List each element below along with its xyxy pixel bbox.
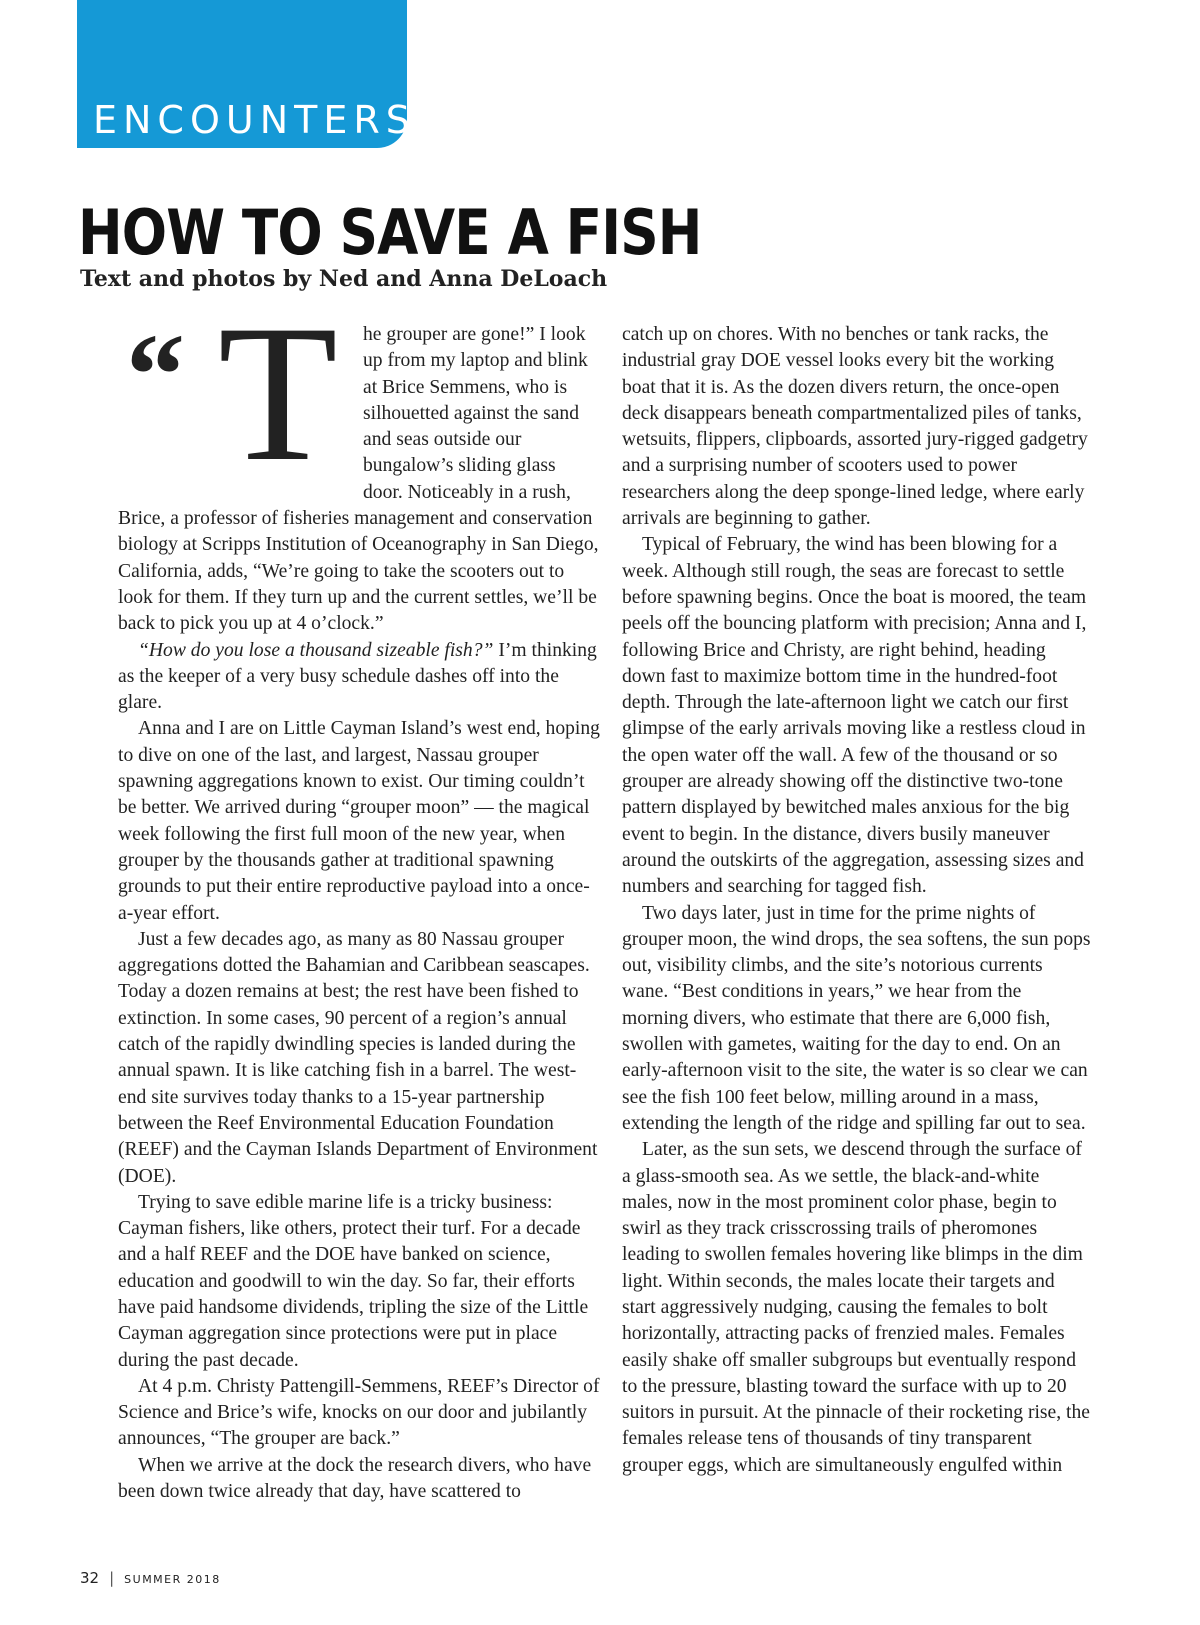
- section-tab: [77, 0, 416, 148]
- paragraph: Typical of February, the wind has been blowing for a week. Although still rough, the seas are forecast to settle before spawning begins. Once the boat is moored, the team peels off the bouncing platform with precision; Anna and I, following Brice and Christy, are right behind, heading down fast to maximize bottom time in the hundred-foot depth. Through the late-afternoon light we catch our first glimpse of the early arrivals moving like a restless cloud in the open water off the wall. A few of the thousand or so grouper are already showing off the distinctive two-tone pattern displayed by bewitched males anxious for the big event to begin. In the distance, divers busily maneuver around the outskirts of the aggregation, assessing sizes and numbers and searching for tagged fish.: [622, 534, 1087, 898]
- paragraph: he grouper are gone!” I look up from my laptop and blink at Brice Semmens, who is silhouetted against the sand and seas outside our bungalow’s sliding glass door. Noticeably in a rush, Brice, a professor of fisheries management and conservation biology at Scripps Institution of Oceanography in San Diego, California, adds, “We’re going to take the scooters out to look for them. If they turn up and the current settles, we’ll be back to pick you up at 4 o’clock.”: [118, 324, 599, 635]
- paragraph: Later, as the sun sets, we descend through the surface of a glass-smooth sea. As we settle, the black-and-white males, now in the most prominent color phase, begin to swirl as they track crisscrossing trails of pheromones leading to swollen females hovering like blimps in the dim light. Within seconds, the males locate their targets and start aggressively nudging, causing the females to bolt horizontally, attracting packs of frenzied males. Females easily shake off smaller subgroups but eventually respond to the pressure, blasting toward the surface with up to 20 suitors in pursuit. At the pinnacle of their rocketing rise, the females release tens of thousands of tiny transparent grouper eggs, which are simultaneously engulfed within: [622, 1139, 1090, 1476]
- footer-separator: |: [109, 1569, 115, 1587]
- paragraph: Just a few decades ago, as many as 80 Nassau grouper aggregations dotted the Bahamian and Caribbean seascapes. Today a dozen remains at best; the rest have been fished to extinction. In some cases, 90 percent of a region’s annual catch of the rapidly dwindling species is landed during the annual spawn. It is like catching fish in a barrel. The west-end site survives today thanks to a 15-year partnership between the Reef Environmental Education Foundation (REEF) and the Cayman Islands Department of Environment (DOE).: [118, 928, 598, 1187]
- paragraph: [118, 638, 600, 717]
- paragraph: Trying to save edible marine life is a tricky business: Cayman fishers, like others, protect their turf. For a decade and a half REEF and the DOE have banked on science, education and goodwill to win the day. So far, their efforts have paid handsome dividends, tripling the size of the Little Cayman aggregation since protections were put in place during the past decade.: [118, 1191, 589, 1371]
- article-byline: Text and photos by Ned and Anna DeLoach: [80, 266, 608, 292]
- drop-cap: [118, 285, 363, 502]
- paragraph: When we arrive at the dock the research divers, who have been down twice already that day, have scattered to: [118, 1454, 592, 1503]
- page-number: 32: [80, 1569, 100, 1587]
- page-footer: [80, 1568, 221, 1587]
- drop-cap-quote-mark: “: [126, 309, 185, 440]
- article-column-right: [622, 322, 1092, 1479]
- paragraph: Anna and I are on Little Cayman Island’s west end, hoping to dive on one of the last, and largest, Nassau grouper spawning aggregations known to exist. Our timing couldn’t be better. We arrived during “grouper moon” — the magical week following the first full moon of the new year, when grouper by the thousands gather at traditional spawning grounds to put their entire reproductive payload into a once-a-year effort.: [118, 718, 600, 924]
- paragraph: Two days later, just in time for the prime nights of grouper moon, the wind drops, the sea softens, the sun pops out, visibility climbs, and the site’s notorious currents wane. “Best conditions in years,” we hear from the morning divers, who estimate that there are 6,000 fish, swollen with gametes, waiting for the day to end. On an early-afternoon visit to the site, the water is so clear we can see the fish 100 feet below, milling around in a mass, extending the length of the ridge and spilling far out to sea.: [622, 902, 1091, 1134]
- paragraph: catch up on chores. With no benches or tank racks, the industrial gray DOE vessel looks every bit the working boat that it is. As the dozen divers return, the once-open deck disappears beneath compartmentalized piles of tanks, wetsuits, flippers, clipboards, assorted jury-rigged gadgetry and a surprising number of scooters used to power researchers along the deep sponge-lined ledge, where early arrivals are beginning to gather.: [622, 324, 1088, 530]
- paragraph: At 4 p.m. Christy Pattengill-Semmens, REEF’s Director of Science and Brice’s wife, knocks on our door and jubilantly announces, “The grouper are back.”: [118, 1375, 600, 1450]
- drop-cap-letter: T: [218, 285, 338, 502]
- paragraph-text: I’m thinking as the keeper of a very busy schedule dashes off into the glare.: [118, 639, 597, 714]
- issue-label: SUMMER 2018: [124, 1573, 221, 1586]
- section-label: ENCOUNTERS: [93, 98, 416, 142]
- italic-quote: “How do you lose a thousand sizeable fish?”: [138, 639, 494, 661]
- article-column-left: [118, 285, 600, 1505]
- article-headline: HOW TO SAVE A FISH: [78, 196, 702, 269]
